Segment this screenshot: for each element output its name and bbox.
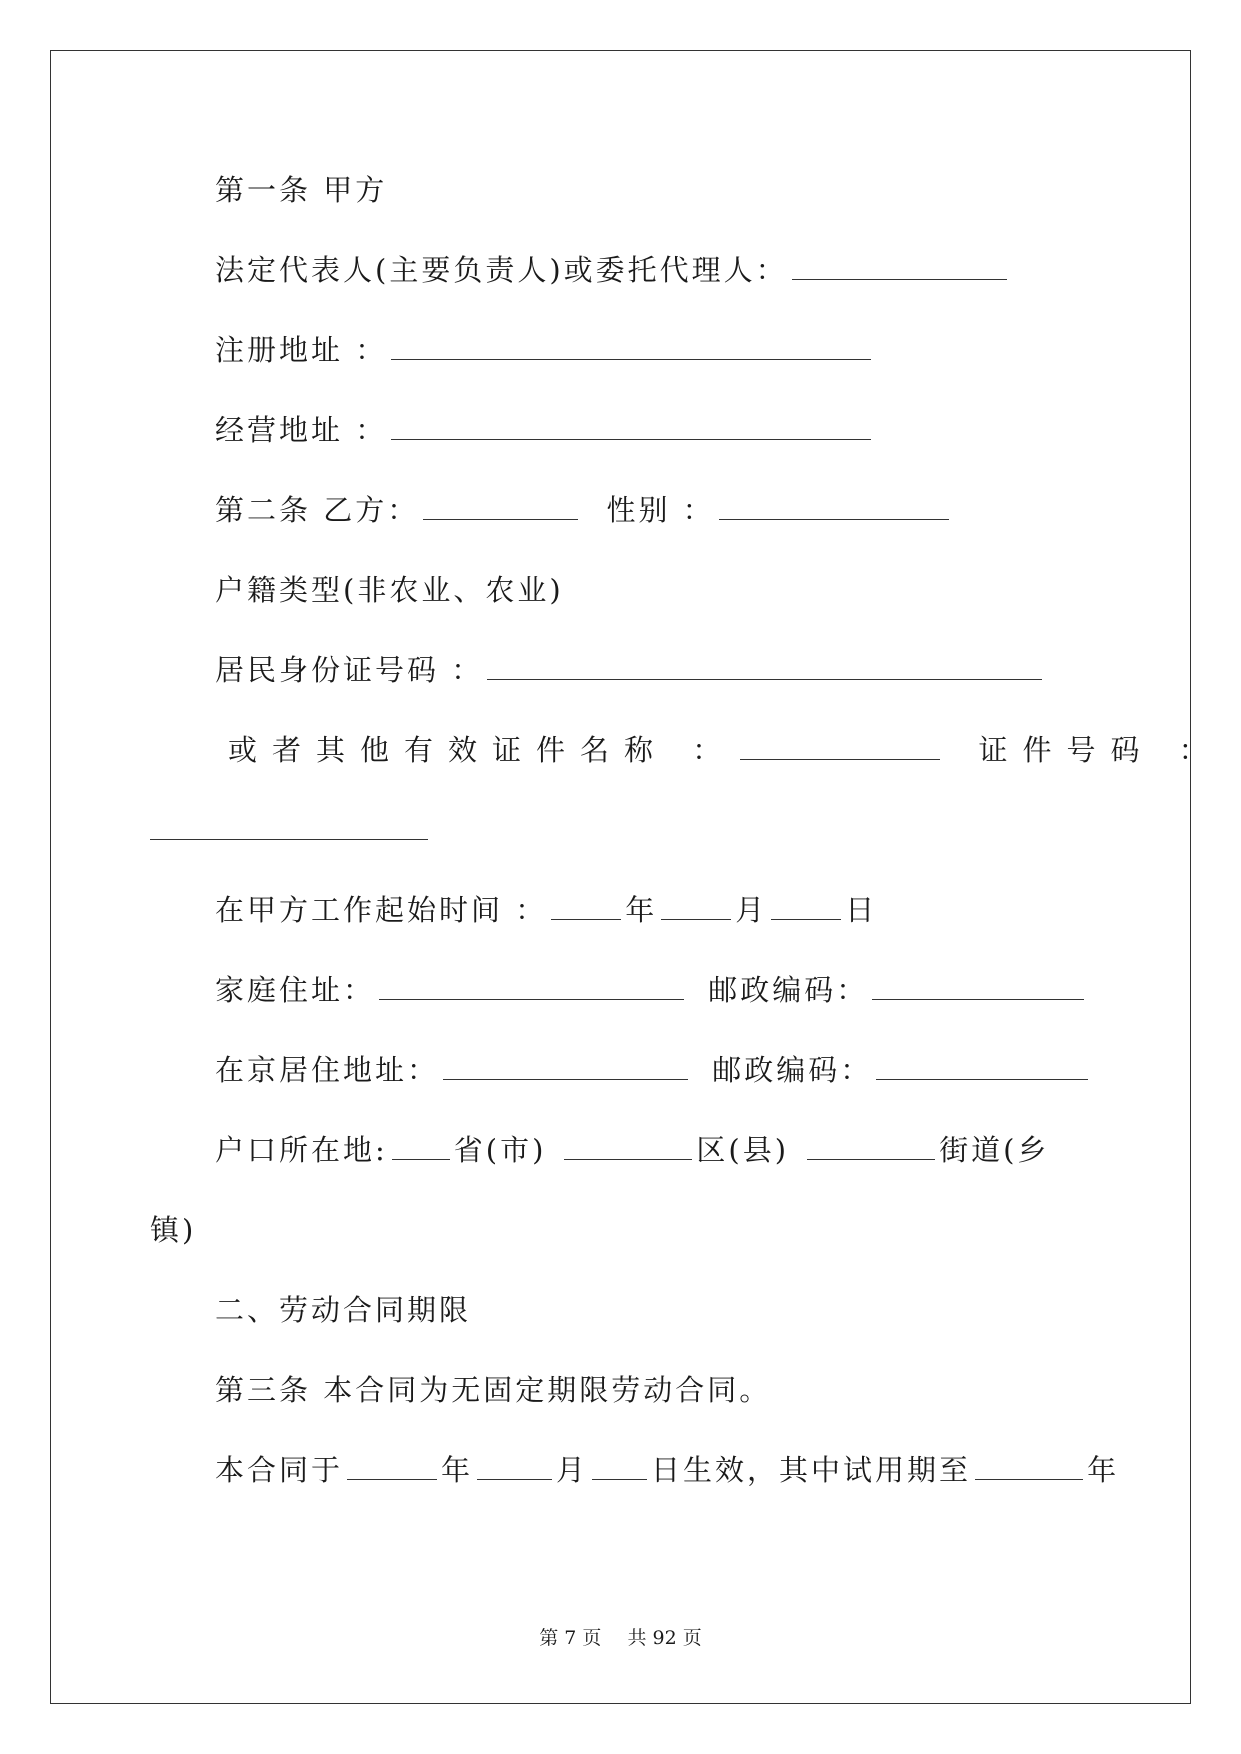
business-address-label: 经营地址 ： — [215, 413, 388, 447]
township-label: 镇) — [150, 1213, 197, 1247]
home-postcode-blank[interactable] — [872, 973, 1084, 1000]
total-pages: 共 92 页 — [627, 1627, 702, 1649]
effective-year-blank[interactable] — [347, 1453, 437, 1480]
clause-2-party-b-row — [215, 490, 953, 530]
beijing-postcode-blank[interactable] — [876, 1053, 1088, 1080]
certificate-number-blank[interactable] — [150, 813, 428, 840]
beijing-postcode-label: 邮政编码： — [712, 1053, 873, 1087]
household-location-label: 户口所在地: — [215, 1133, 388, 1167]
home-address-blank[interactable] — [379, 973, 684, 1000]
household-location-continuation — [150, 1210, 196, 1250]
home-address-row — [215, 970, 1088, 1010]
street-label: 街道(乡 — [939, 1133, 1050, 1167]
effective-month-label: 月 — [556, 1453, 589, 1487]
registered-address-label: 注册地址 ： — [215, 333, 388, 367]
business-address-blank[interactable] — [391, 413, 871, 440]
section-contract-term — [215, 1290, 471, 1330]
street-blank[interactable] — [807, 1133, 935, 1160]
gender-blank[interactable] — [719, 493, 949, 520]
effective-date-row — [215, 1450, 1119, 1490]
clause-1-party-a — [215, 170, 387, 210]
effective-month-blank[interactable] — [477, 1453, 552, 1480]
beijing-address-blank[interactable] — [443, 1053, 688, 1080]
clause-3-row — [215, 1370, 771, 1410]
household-type-label: 户籍类型(非农业、农业) — [215, 573, 564, 607]
effective-date-label: 本合同于 — [215, 1453, 344, 1487]
start-year-blank[interactable] — [551, 893, 621, 920]
probation-label: 日生效，其中试用期至 — [651, 1453, 972, 1487]
business-address-row — [215, 410, 875, 450]
home-address-label: 家庭住址： — [215, 973, 376, 1007]
effective-year-label: 年 — [441, 1453, 474, 1487]
start-year-label: 年 — [625, 893, 658, 927]
party-b-blank[interactable] — [423, 493, 578, 520]
other-certificate-row — [228, 730, 1223, 770]
registered-address-row — [215, 330, 875, 370]
legal-representative-blank[interactable] — [792, 253, 1007, 280]
registered-address-blank[interactable] — [391, 333, 871, 360]
beijing-address-row — [215, 1050, 1092, 1090]
start-day-label: 日 — [845, 893, 878, 927]
probation-year-label: 年 — [1087, 1453, 1120, 1487]
start-date-row — [215, 890, 877, 930]
certificate-number-label: 证件号码 ： — [978, 733, 1223, 767]
id-number-label: 居民身份证号码 ： — [215, 653, 484, 687]
clause-1-label: 第一条 甲方 — [215, 173, 388, 207]
start-month-label: 月 — [735, 893, 768, 927]
other-certificate-label: 或者其他有效证件名称 ： — [228, 733, 737, 767]
start-date-label: 在甲方工作起始时间 ： — [215, 893, 548, 927]
certificate-number-continuation — [150, 810, 428, 850]
legal-representative-label: 法定代表人(主要负责人)或委托代理人： — [215, 253, 788, 287]
clause-3-text: 第三条 本合同为无固定期限劳动合同。 — [215, 1373, 772, 1407]
probation-year-blank[interactable] — [975, 1453, 1083, 1480]
other-certificate-blank[interactable] — [740, 733, 940, 760]
province-blank[interactable] — [392, 1133, 450, 1160]
page-number: 第 7 页 — [539, 1627, 602, 1649]
district-blank[interactable] — [564, 1133, 692, 1160]
household-type-row — [215, 570, 564, 610]
start-day-blank[interactable] — [771, 893, 841, 920]
home-postcode-label: 邮政编码： — [708, 973, 869, 1007]
id-number-blank[interactable] — [487, 653, 1042, 680]
start-month-blank[interactable] — [661, 893, 731, 920]
effective-day-blank[interactable] — [592, 1453, 647, 1480]
province-label: 省(市) — [453, 1133, 547, 1167]
id-number-row — [215, 650, 1046, 690]
party-b-label: 第二条 乙方： — [215, 493, 420, 527]
legal-representative-row — [215, 250, 1011, 290]
page-footer — [0, 1626, 1241, 1650]
district-label: 区(县) — [696, 1133, 790, 1167]
gender-label: 性别 ： — [606, 493, 715, 527]
section-heading: 二、劳动合同期限 — [215, 1293, 472, 1327]
household-location-row — [215, 1130, 1049, 1170]
beijing-address-label: 在京居住地址： — [215, 1053, 440, 1087]
